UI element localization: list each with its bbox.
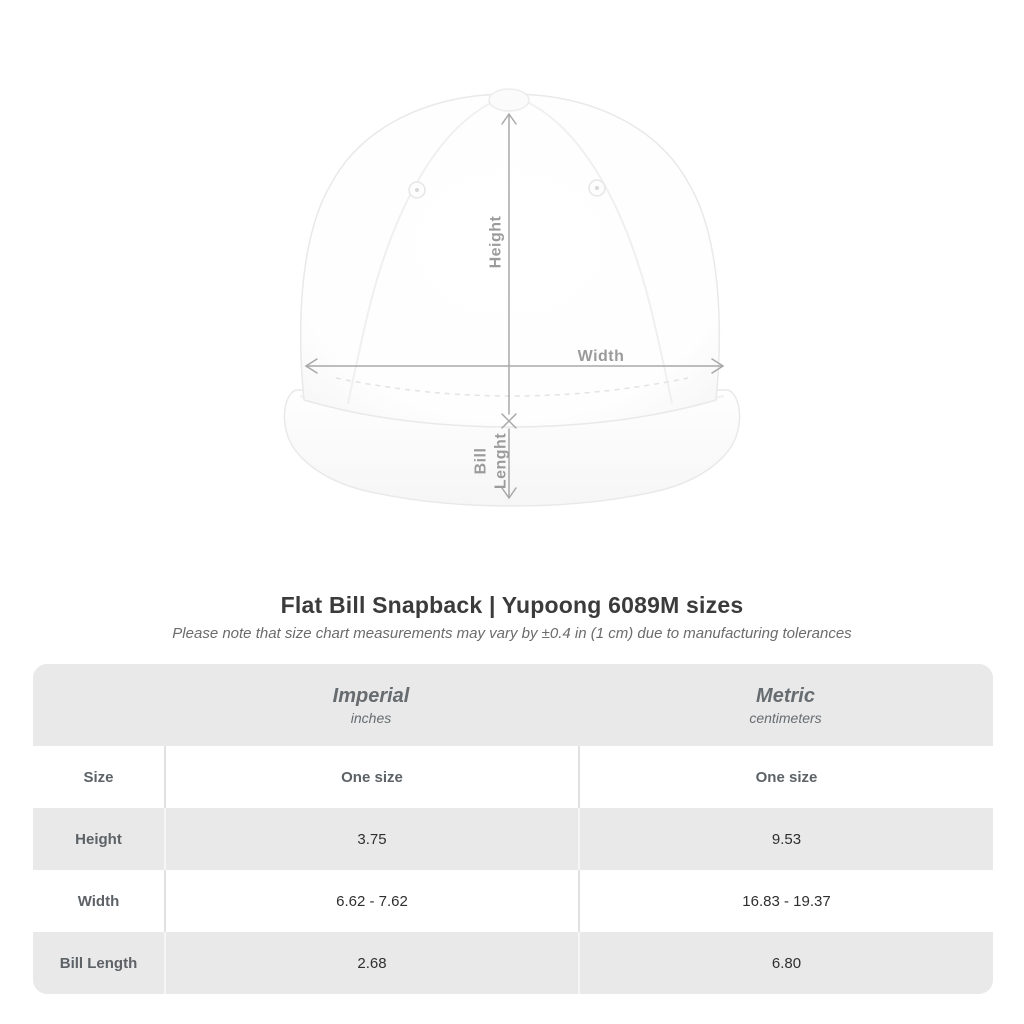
page-title: Flat Bill Snapback | Yupoong 6089M sizes (280, 592, 744, 618)
height-measure-label: Height (487, 215, 505, 269)
cap-crown (301, 94, 720, 427)
bill-length-measure-label-line1: Bill (472, 447, 490, 475)
imperial-value: 2.68 (164, 932, 578, 994)
table-row-bill-length (33, 932, 993, 994)
imperial-value: 3.75 (164, 808, 578, 870)
header-imperial-cell (164, 685, 578, 726)
cap-eyelet-right (589, 180, 605, 196)
imperial-header-unit: inches (350, 709, 392, 726)
metric-header-unit: centimeters (749, 709, 822, 726)
table-row-height (33, 808, 993, 870)
metric-value: 16.83 - 19.37 (578, 870, 993, 932)
page-subtitle: Please note that size chart measurements may vary by ±0.4 in (1 cm) due to manufacturing tolerances (172, 625, 852, 642)
row-label: Size (83, 768, 114, 786)
caption-block (0, 592, 1024, 642)
imperial-value: One size (164, 746, 578, 808)
width-measure-label: Width (577, 348, 625, 365)
row-label: Bill Length (59, 954, 138, 972)
size-table-header (33, 664, 993, 746)
snapback-cap-graphic (284, 89, 739, 506)
size-table (33, 664, 993, 994)
row-label: Width (77, 892, 120, 910)
bill-length-measure-label-line2: Lenght (492, 432, 510, 490)
imperial-value: 6.62 - 7.62 (164, 870, 578, 932)
imperial-header-label: Imperial (332, 684, 410, 707)
metric-header-label: Metric (756, 684, 815, 707)
header-metric-cell (578, 685, 993, 726)
metric-value: 9.53 (578, 808, 993, 870)
cap-top-button (489, 89, 529, 111)
cap-eyelet-left (409, 182, 425, 198)
metric-value: One size (578, 746, 993, 808)
metric-value: 6.80 (578, 932, 993, 994)
table-row-width (33, 870, 993, 932)
table-row-size (33, 746, 993, 808)
row-label: Height (75, 830, 122, 848)
